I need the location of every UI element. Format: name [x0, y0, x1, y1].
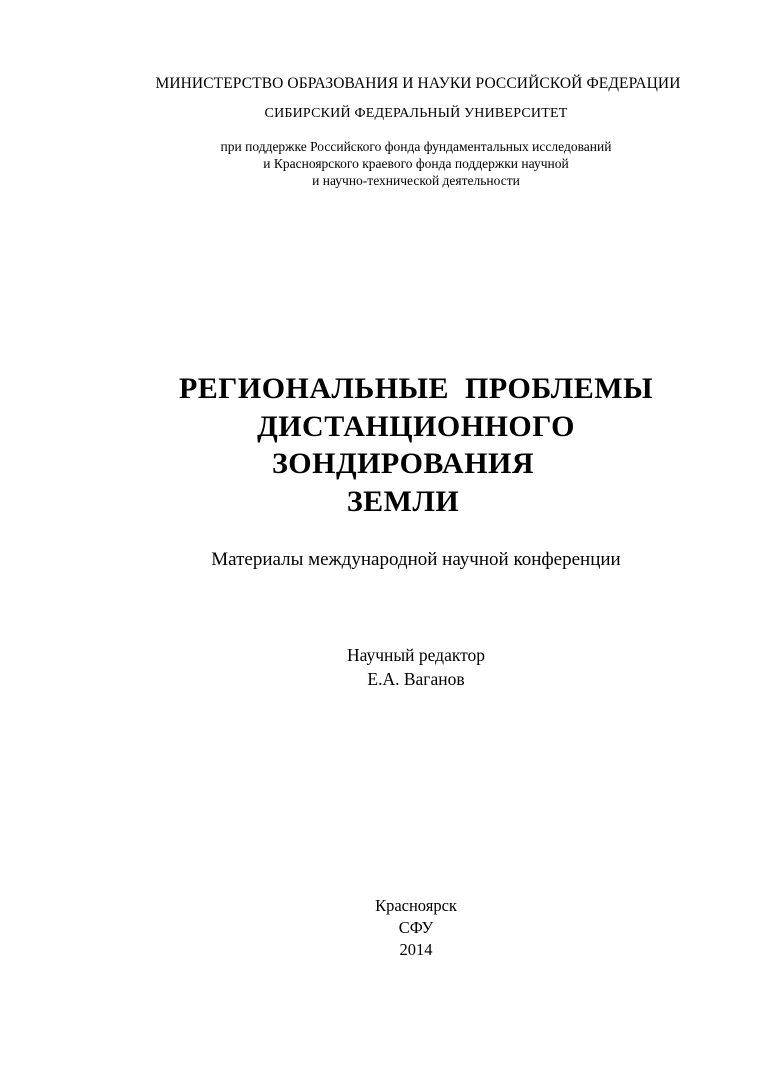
university-heading: СИБИРСКИЙ ФЕДЕРАЛЬНЫЙ УНИВЕРСИТЕТ [264, 106, 568, 121]
imprint-block [34, 895, 764, 961]
title-line-2: ДИСТАНЦИОННОГО [257, 409, 575, 443]
imprint-year: 2014 [399, 940, 433, 959]
support-statement [34, 138, 764, 189]
book-title [34, 370, 764, 520]
title-line-3: ЗОНДИРОВАНИЯ [271, 447, 535, 480]
ministry-heading: МИНИСТЕРСТВО ОБРАЗОВАНИЯ И НАУКИ РОССИЙСКОЙ ФЕДЕРАЦИИ [155, 75, 681, 92]
book-subtitle: Материалы международной научной конференции [211, 549, 621, 570]
imprint-publisher: СФУ [398, 918, 434, 937]
editor-role: Научный редактор [346, 645, 486, 665]
support-line-3: и научно-технической деятельности [312, 173, 520, 188]
support-line-1: при поддержке Российского фонда фундаментальных исследований [220, 139, 612, 154]
title-line-1: РЕГИОНАЛЬНЫЕ ПРОБЛЕМЫ [178, 372, 654, 405]
support-line-2: и Красноярского краевого фонда поддержки научной [263, 156, 569, 171]
title-line-4: ЗЕМЛИ [346, 484, 460, 518]
imprint-city: Красноярск [375, 896, 457, 915]
editor-name: Е.А. Ваганов [367, 669, 465, 689]
editor-block [34, 643, 764, 691]
